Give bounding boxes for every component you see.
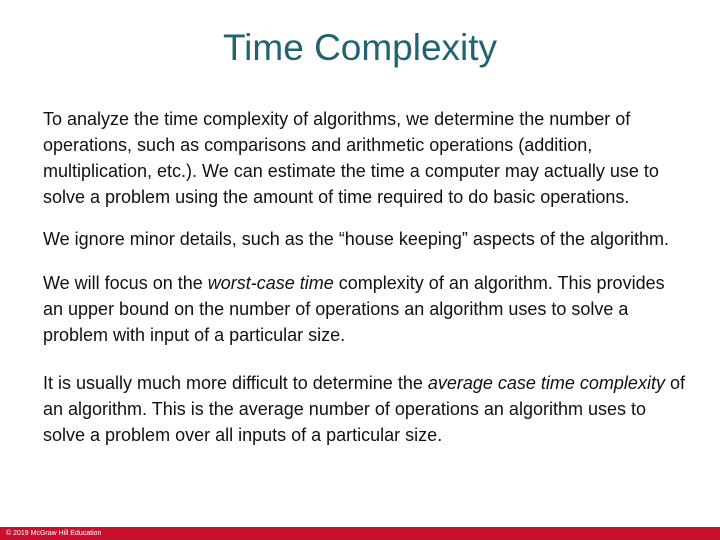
paragraph-text: We ignore minor details, such as the “house keeping” aspects of the algorithm. xyxy=(43,229,670,249)
paragraph-time-complexity-intro xyxy=(43,106,688,210)
paragraph-text: complexity of an algorithm. This provides an upper bound on the number of operations an algorithm uses to solve a problem with input of a particular size. xyxy=(43,273,665,345)
emphasis-worst-case-time: worst-case time xyxy=(207,273,334,293)
paragraph-average-case xyxy=(43,370,688,448)
paragraph-text: We will focus on the xyxy=(43,273,208,293)
emphasis-average-case-time-complexity: average case time complexity xyxy=(427,373,665,393)
footer-bar xyxy=(0,527,720,540)
paragraph-text: It is usually much more difficult to determine the xyxy=(43,373,428,393)
slide-title: Time Complexity xyxy=(222,27,498,68)
slide-body xyxy=(43,106,688,448)
paragraph-ignore-details xyxy=(43,226,688,252)
paragraph-text: To analyze the time complexity of algorithms, we determine the number of operations, such as comparisons and arithmetic operations (addition, multiplication, etc.). We can estimate the time a computer may actually use to solve a problem using the amount of time required to do basic operations. xyxy=(43,109,659,207)
paragraph-worst-case xyxy=(43,270,688,348)
paragraph-text: of an algorithm. This is the average number of operations an algorithm uses to solve a problem over all inputs of a particular size. xyxy=(43,373,685,445)
copyright-footer: © 2019 McGraw Hill Education xyxy=(6,530,102,537)
